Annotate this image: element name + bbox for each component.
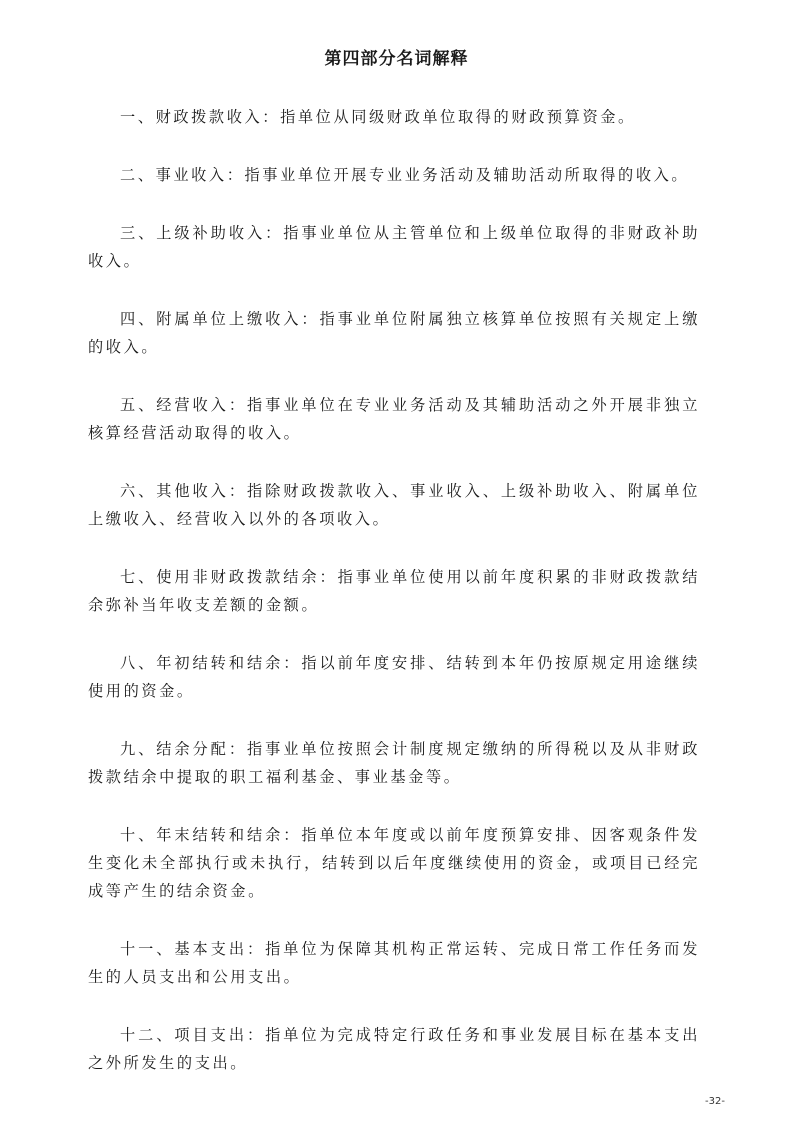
term-paragraph: 八、年初结转和结余：指以前年度安排、结转到本年仍按原规定用途继续使用的资金。 <box>88 654 700 700</box>
term-paragraph: 九、结余分配：指事业单位按照会计制度规定缴纳的所得税以及从非财政拨款结余中提取的职工福利基金、事业基金等。 <box>88 740 700 786</box>
term-paragraph: 一、财政拨款收入：指单位从同级财政单位取得的财政预算资金。 <box>120 108 636 126</box>
term-paragraph: 三、上级补助收入：指事业单位从主管单位和上级单位取得的非财政补助收入。 <box>88 224 700 270</box>
page-title: 第四部分名词解释 <box>324 49 469 69</box>
terms-list <box>88 103 700 1107</box>
term-paragraph: 四、附属单位上缴收入：指事业单位附属独立核算单位按照有关规定上缴的收入。 <box>88 310 700 356</box>
page-number: -32- <box>705 1096 725 1107</box>
term-paragraph: 十二、项目支出：指单位为完成特定行政任务和事业发展目标在基本支出之外所发生的支出。 <box>88 1026 700 1072</box>
term-paragraph: 六、其他收入：指除财政拨款收入、事业收入、上级补助收入、附属单位上缴收入、经营收入以外的各项收入。 <box>88 482 700 528</box>
term-paragraph: 七、使用非财政拨款结余：指事业单位使用以前年度积累的非财政拨款结余弥补当年收支差额的金额。 <box>88 568 700 614</box>
term-paragraph: 五、经营收入：指事业单位在专业业务活动及其辅助活动之外开展非独立核算经营活动取得的收入。 <box>88 396 700 442</box>
term-paragraph: 二、事业收入：指事业单位开展专业业务活动及辅助活动所取得的收入。 <box>120 166 690 184</box>
term-paragraph: 十、年末结转和结余：指单位本年度或以前年度预算安排、因客观条件发生变化未全部执行或未执行，结转到以后年度继续使用的资金，或项目已经完成等产生的结余资金。 <box>88 826 700 900</box>
term-paragraph: 十一、基本支出：指单位为保障其机构正常运转、完成日常工作任务而发生的人员支出和公用支出。 <box>88 940 700 986</box>
